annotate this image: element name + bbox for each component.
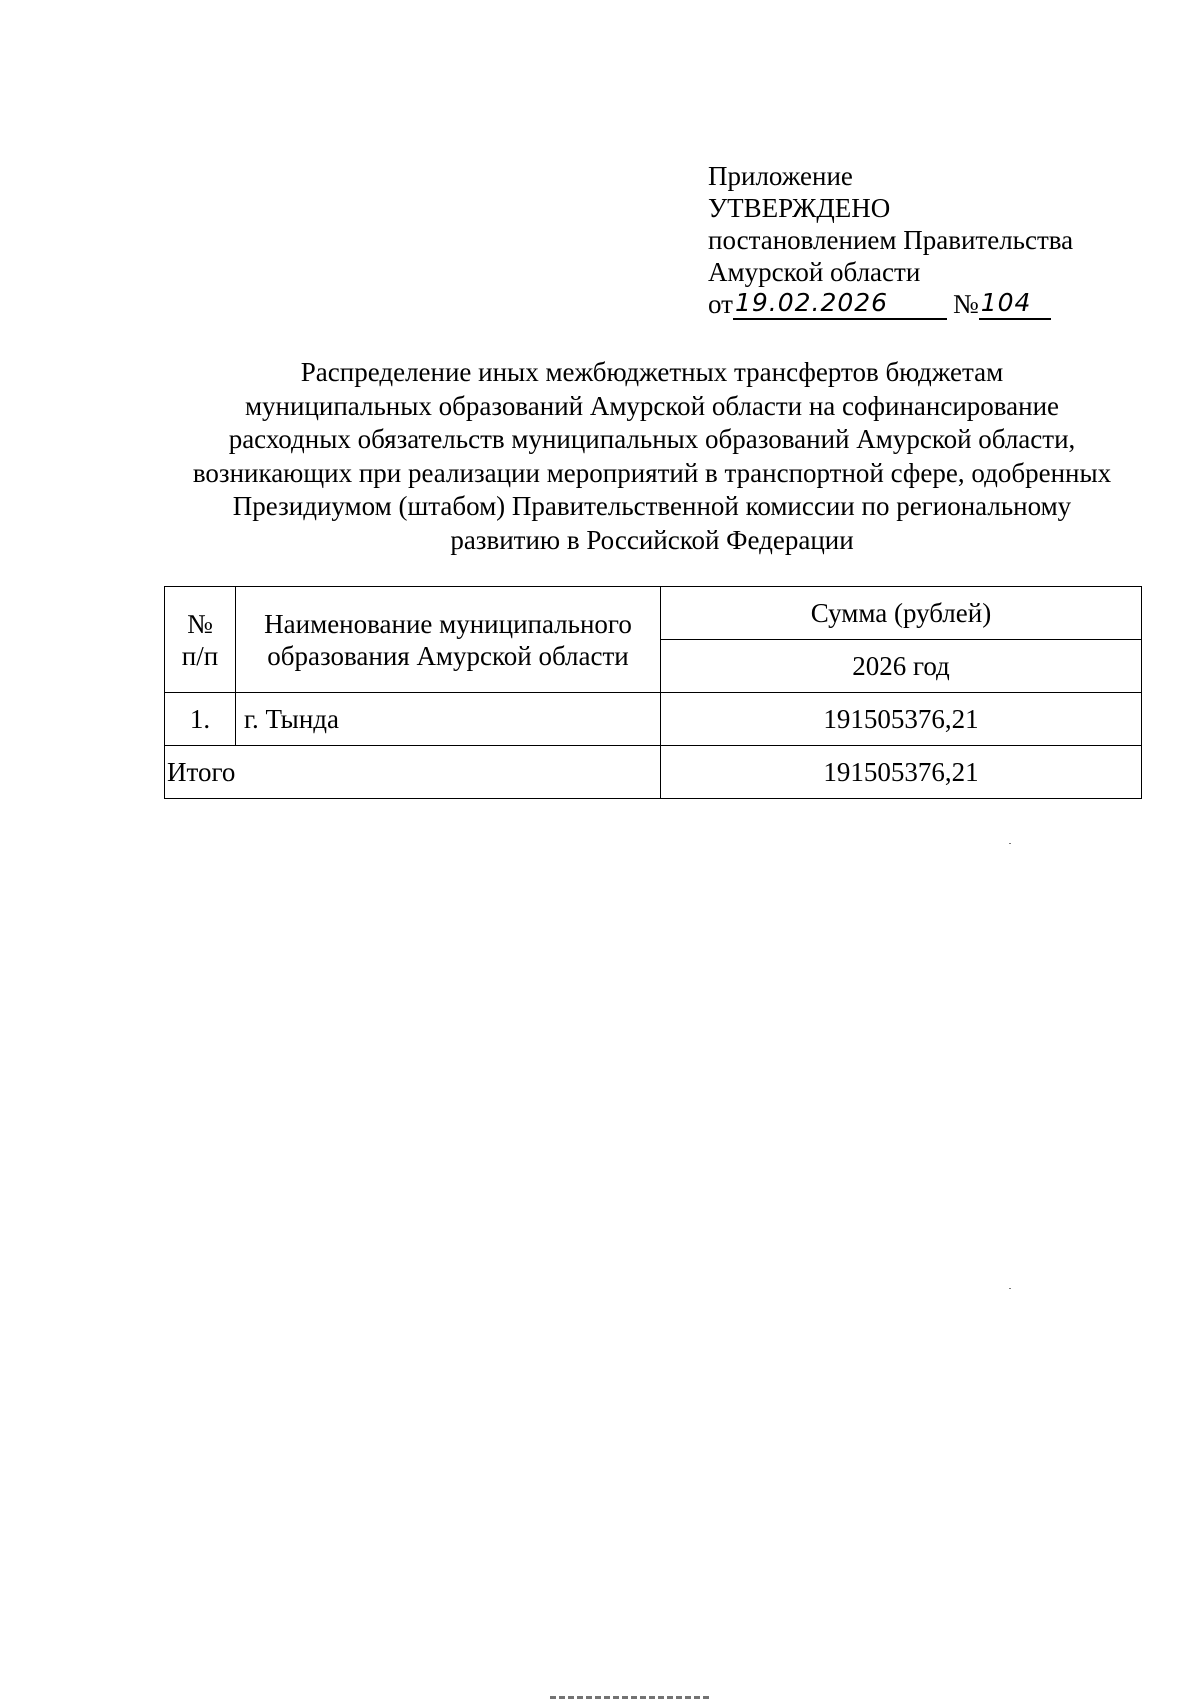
header-name-line: Наименование муниципального [264, 608, 632, 639]
table-header-row [165, 587, 1142, 640]
approved-label: УТВЕРЖДЕНО [708, 193, 891, 223]
handwritten-date: 19.02.2026 [733, 288, 947, 320]
title-line: возникающих при реализации мероприятий в транспортной сфере, одобренных [192, 457, 1112, 488]
approval-block [708, 160, 1073, 320]
document-title [160, 356, 1144, 557]
scan-speck [1009, 843, 1011, 844]
table-total-row [165, 746, 1142, 799]
header-name-line: образования Амурской области [267, 640, 629, 671]
header-num-abbr: п/п [181, 640, 219, 671]
header-sum-cell: Сумма (рублей) [661, 587, 1142, 640]
row-amount-cell: 191505376,21 [661, 693, 1142, 746]
table-row [165, 693, 1142, 746]
header-name-cell [236, 587, 661, 693]
title-line: расходных обязательств муниципальных образований Амурской области, [228, 424, 1076, 454]
scan-speck [1009, 1288, 1011, 1289]
scan-edge-mark [550, 1696, 710, 1699]
handwritten-number: 104 [979, 288, 1051, 320]
distribution-table [164, 586, 1142, 799]
title-line: развитию в Российской Федерации [450, 524, 854, 555]
title-line: Президиумом (штабом) Правительственной комиссии по региональному [232, 491, 1072, 521]
title-line: Распределение иных межбюджетных трансфертов бюджетам [300, 357, 1004, 387]
date-prefix: от [708, 289, 733, 319]
date-number-line [708, 288, 1073, 320]
region-label: Амурской области [708, 257, 921, 287]
header-year-cell: 2026 год [661, 640, 1142, 693]
total-label-cell: Итого [165, 746, 661, 799]
number-prefix: № [952, 289, 979, 319]
total-amount-cell: 191505376,21 [661, 746, 1142, 799]
appendix-label: Приложение [708, 161, 853, 191]
header-num-sign: № [187, 608, 213, 639]
header-num-cell [165, 587, 236, 693]
resolution-label: постановлением Правительства [708, 225, 1074, 255]
title-line: муниципальных образований Амурской области на софинансирование [244, 390, 1060, 421]
row-num-cell: 1. [165, 693, 236, 746]
row-name-cell: г. Тында [236, 693, 661, 746]
